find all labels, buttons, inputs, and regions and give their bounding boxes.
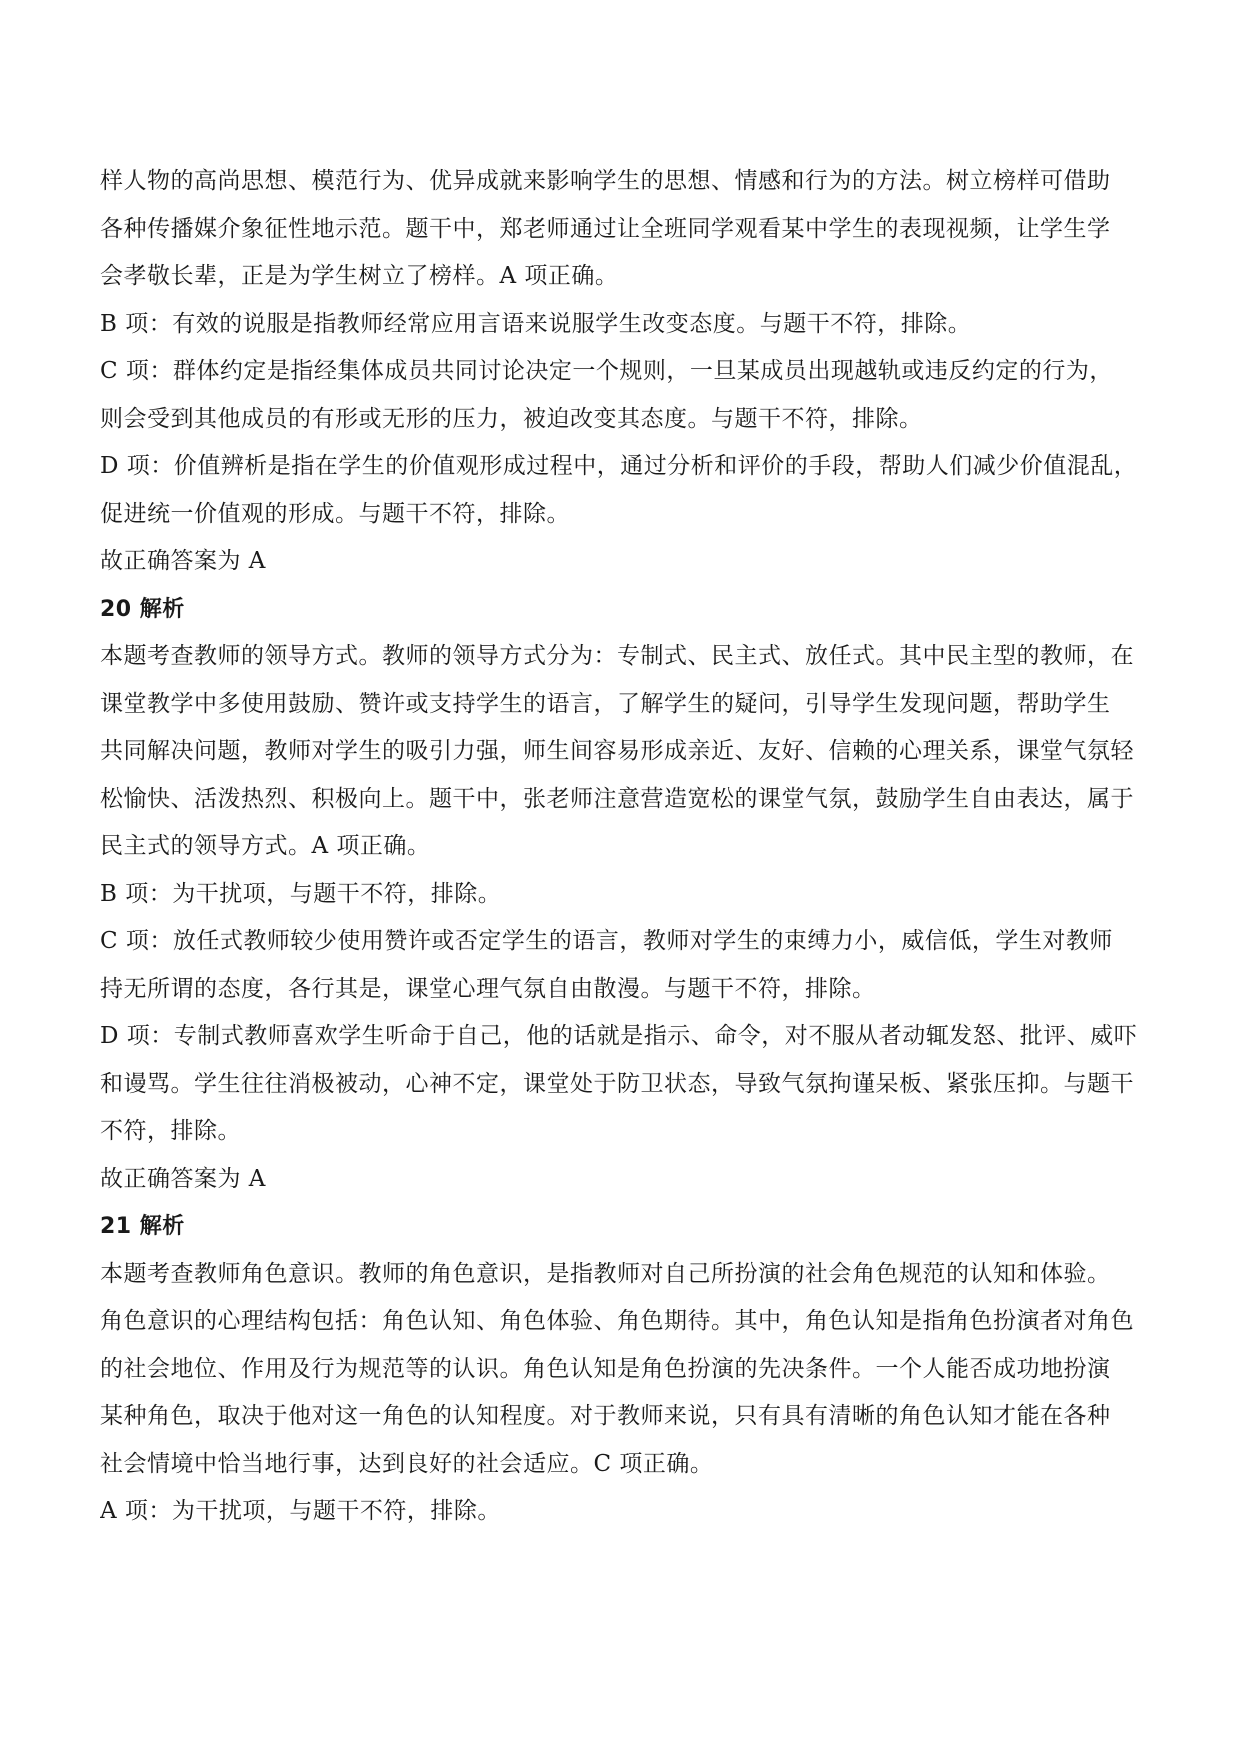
text-line: 持无所谓的态度，各行其是，课堂心理气氛自由散漫。与题干不符，排除。 (100, 975, 876, 1002)
section-heading: 20 解析 (100, 596, 185, 622)
text-line: 角色意识的心理结构包括：角色认知、角色体验、角色期待。其中，角色认知是指角色扮演者对角色 (100, 1308, 1134, 1334)
text-line: 不符，排除。 (100, 1118, 241, 1144)
text-line: B 项：有效的说服是指教师经常应用言语来说服学生改变态度。与题干不符，排除。 (100, 310, 972, 337)
text-line: B 项：为干扰项，与题干不符，排除。 (100, 880, 502, 907)
text-line: 的社会地位、作用及行为规范等的认识。角色认知是角色扮演的先决条件。一个人能否成功地扮演 (100, 1355, 1111, 1382)
text-line: A 项：为干扰项，与题干不符，排除。 (100, 1498, 501, 1524)
text-line: C 项：群体约定是指经集体成员共同讨论决定一个规则，一旦某成员出现越轨或违反约定的行为， (100, 358, 1113, 384)
text-line: 和谩骂。学生往往消极被动，心神不定，课堂处于防卫状态，导致气氛拘谨呆板、紧张压抑。与题干 (100, 1070, 1134, 1097)
document-page (100, 158, 1150, 1536)
text-line: 本题考查教师角色意识。教师的角色意识，是指教师对自己所扮演的社会角色规范的认知和体验。 (100, 1260, 1111, 1287)
text-line: D 项：价值辨析是指在学生的价值观形成过程中，通过分析和评价的手段，帮助人们减少价值混乱， (100, 453, 1138, 479)
text-line: 共同解决问题，教师对学生的吸引力强，师生间容易形成亲近、友好、信赖的心理关系，课堂气氛轻 (100, 738, 1134, 764)
text-line: 社会情境中恰当地行事，达到良好的社会适应。C 项正确。 (100, 1450, 714, 1477)
text-line: 会孝敬长辈，正是为学生树立了榜样。A 项正确。 (100, 263, 619, 289)
text-line: 松愉快、活泼热烈、积极向上。题干中，张老师注意营造宽松的课堂气氛，鼓励学生自由表达，属于 (100, 785, 1134, 812)
text-line: 故正确答案为 A (100, 548, 266, 574)
text-line: 故正确答案为 A (100, 1165, 266, 1192)
text-line: 各种传播媒介象征性地示范。题干中，郑老师通过让全班同学观看某中学生的表现视频，让学生学 (100, 215, 1111, 242)
text-line: 本题考查教师的领导方式。教师的领导方式分为：专制式、民主式、放任式。其中民主型的教师，在 (100, 643, 1134, 669)
text-line: 样人物的高尚思想、模范行为、优异成就来影响学生的思想、情感和行为的方法。树立榜样可借助 (100, 168, 1111, 194)
text-line: C 项：放任式教师较少使用赞许或否定学生的语言，教师对学生的束缚力小，威信低，学生对教师 (100, 928, 1113, 954)
text-line: D 项：专制式教师喜欢学生听命于自己，他的话就是指示、命令，对不服从者动辄发怒、批评、威吓 (100, 1023, 1138, 1049)
text-line: 课堂教学中多使用鼓励、赞许或支持学生的语言，了解学生的疑问，引导学生发现问题，帮助学生 (100, 690, 1111, 717)
section-heading: 21 解析 (100, 1214, 185, 1239)
text-line: 某种角色，取决于他对这一角色的认知程度。对于教师来说，只有具有清晰的角色认知才能在各种 (100, 1403, 1111, 1429)
text-line: 促进统一价值观的形成。与题干不符，排除。 (100, 500, 570, 527)
text-line: 则会受到其他成员的有形或无形的压力，被迫改变其态度。与题干不符，排除。 (100, 405, 923, 432)
text-line: 民主式的领导方式。A 项正确。 (100, 833, 431, 859)
